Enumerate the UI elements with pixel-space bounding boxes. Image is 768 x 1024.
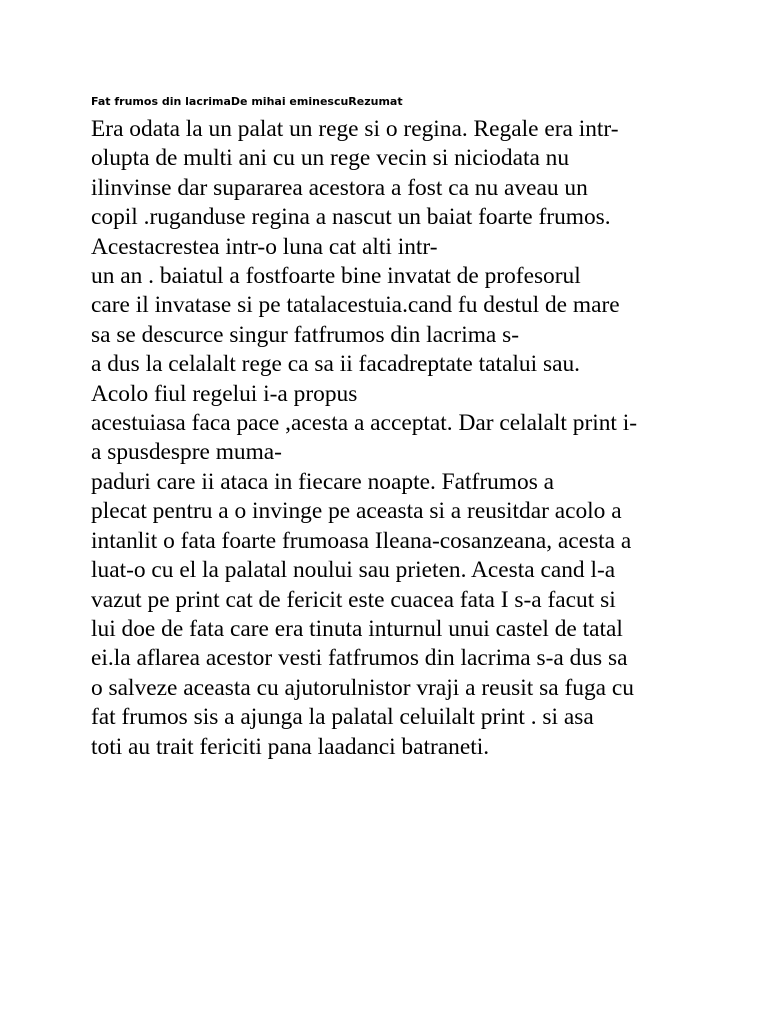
text-line: toti au trait fericiti pana laadanci batraneti.	[91, 733, 490, 760]
text-line: vazut pe print cat de fericit este cuacea fata I s-a facut si	[91, 586, 616, 613]
text-line: copil .ruganduse regina a nascut un baiat foarte frumos.	[91, 204, 611, 231]
text-line: ilinvinse dar supararea acestora a fost ca nu aveau un	[91, 174, 588, 201]
text-line: fat frumos sis a ajunga la palatal celuilalt print . si asa	[91, 704, 594, 731]
text-line: o salveze aceasta cu ajutorulnistor vraji a reusit sa fuga cu	[91, 674, 634, 701]
text-line: Acestacrestea intr-o luna cat alti intr-	[91, 233, 438, 260]
text-line: acestuiasa faca pace ,acesta a acceptat. Dar celalalt print i-	[91, 410, 638, 437]
text-line: lui doe de fata care era tinuta inturnul unui castel de tatal	[91, 615, 623, 642]
text-line: care il invatase si pe tatalacestuia.cand fu destul de mare	[91, 292, 620, 319]
text-line: Era odata la un palat un rege si o regina. Regale era intr-	[91, 116, 619, 142]
text-line: un an . baiatul a fostfoarte bine invatat de profesorul	[91, 263, 581, 290]
text-line: intanlit o fata foarte frumoasa Ileana-cosanzeana, acesta a	[91, 527, 632, 554]
text-line: paduri care ii ataca in fiecare noapte. Fatfrumos a	[91, 468, 555, 495]
text-line: Acolo fiul regelui i-a propus	[91, 380, 358, 407]
text-line: plecat pentru a o invinge pe aceasta si a reusitdar acolo a	[91, 498, 622, 525]
document-title: Fat frumos din lacrimaDe mihai eminescuRezumat	[91, 95, 403, 108]
text-line: sa se descurce singur fatfrumos din lacrima s-	[91, 321, 520, 348]
text-line: olupta de multi ani cu un rege vecin si niciodata nu	[91, 145, 570, 172]
document-body	[91, 115, 691, 762]
text-line: ei.la aflarea acestor vesti fatfrumos din lacrima s-a dus sa	[91, 645, 628, 672]
text-line: a dus la celalalt rege ca sa ii facadreptate tatalui sau.	[91, 351, 580, 378]
text-line: luat-o cu el la palatal noului sau prieten. Acesta cand l-a	[91, 557, 616, 584]
text-line: a spusdespre muma-	[91, 439, 282, 466]
